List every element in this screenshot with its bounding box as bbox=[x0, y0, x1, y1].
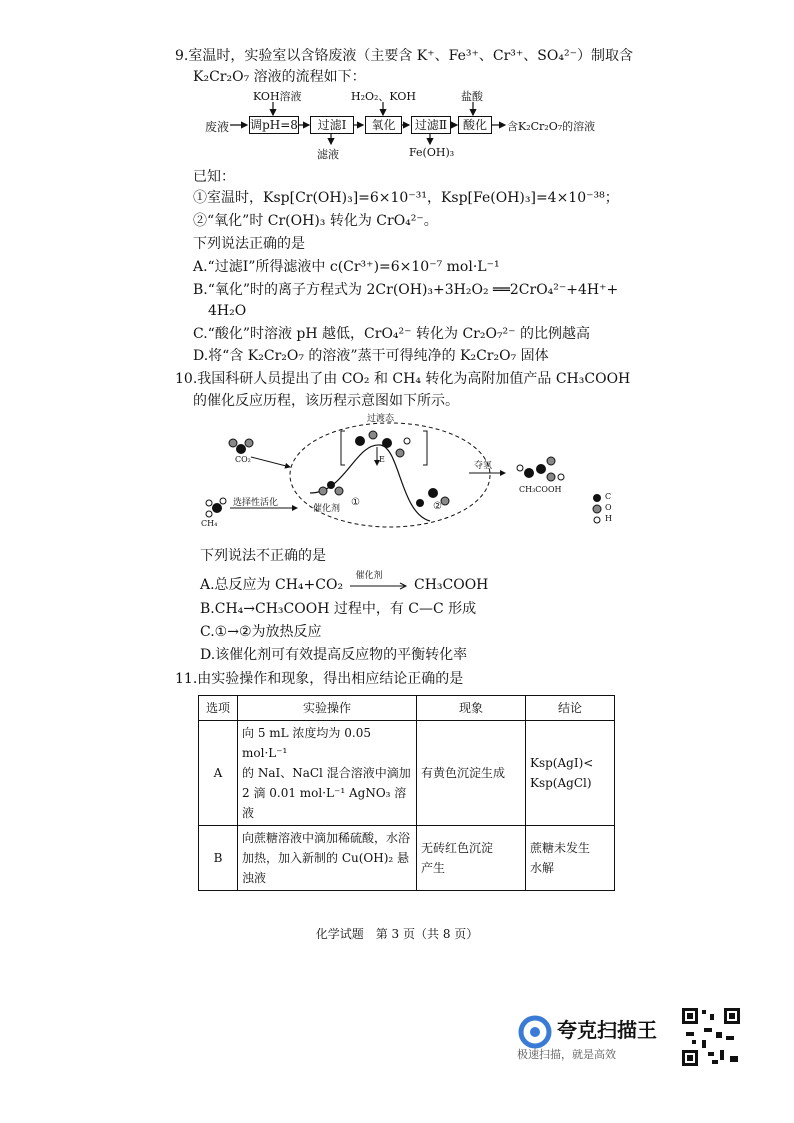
flow-s5-reagent: 盐酸 bbox=[461, 90, 483, 103]
table-row bbox=[199, 721, 615, 826]
concl-line: 蔗糖未发生 bbox=[530, 841, 591, 855]
row-b-conclusion bbox=[526, 826, 615, 891]
q10-a-product: CH₃COOH bbox=[413, 577, 489, 593]
legend-hydrogen: H bbox=[605, 514, 612, 523]
q9-question: 下列说法正确的是 bbox=[193, 236, 305, 252]
row-b-option: B bbox=[199, 826, 238, 891]
q9-line2: K₂Cr₂O₇ 溶液的流程如下： bbox=[193, 69, 366, 85]
brand-slogan: 极速扫描，就是高效 bbox=[517, 1048, 616, 1061]
step-2-label: ② bbox=[433, 501, 442, 512]
flow-step-filter-2: 过滤Ⅱ bbox=[411, 116, 451, 134]
selective-activation-label: 选择性活化 bbox=[233, 498, 279, 508]
legend-carbon: C bbox=[605, 492, 612, 501]
ch4-label: CH₄ bbox=[201, 519, 218, 528]
q9-known: 已知： bbox=[193, 169, 235, 185]
q9-known-1: ①室温时，Ksp[Cr(OH)₃]=6×10⁻³¹，Ksp[Fe(OH)₃]=4×10⁻³⁸； bbox=[193, 190, 619, 206]
catalyst-label: 催化剂 bbox=[313, 504, 341, 514]
op-line: 2 滴 0.01 mol·L⁻¹ AgNO₃ 溶液 bbox=[242, 786, 407, 820]
q10-option-a bbox=[200, 571, 489, 594]
step-1-label: ① bbox=[351, 497, 360, 508]
op-line: 浊液 bbox=[242, 871, 267, 885]
q10-question: 下列说法不正确的是 bbox=[200, 548, 326, 564]
row-a-option: A bbox=[199, 721, 238, 826]
q9-option-d: D.将“含 K₂Cr₂O₇ 的溶液”蒸干可得纯净的 K₂Cr₂O₇ 固体 bbox=[193, 348, 549, 364]
q11-options-table bbox=[198, 695, 615, 891]
legend-oxygen: O bbox=[605, 503, 612, 512]
table-row bbox=[199, 826, 615, 891]
q10-a-reactants: A.总反应为 CH₄+CO₂ bbox=[200, 577, 344, 593]
op-line: 向 5 mL 浓度均为 0.05 mol·L⁻¹ bbox=[242, 726, 371, 760]
reaction-arrow bbox=[348, 571, 410, 592]
flow-s1-reagent: KOH溶液 bbox=[253, 90, 302, 103]
row-b-phenomenon bbox=[417, 826, 526, 891]
flow-step-filter-1: 过滤Ⅰ bbox=[310, 116, 354, 134]
scanner-watermark bbox=[515, 1008, 745, 1068]
header-conclusion: 结论 bbox=[526, 696, 615, 721]
row-a-conclusion bbox=[526, 721, 615, 826]
op-line: 的 NaI、NaCl 混合溶液中滴加 bbox=[242, 766, 411, 780]
transition-state-label: 过渡态 bbox=[367, 414, 395, 424]
header-option: 选项 bbox=[199, 696, 238, 721]
table-header-row bbox=[199, 696, 615, 721]
reaction-pathway-svg bbox=[195, 413, 615, 538]
op-line: 向蔗糖溶液中滴加稀硫酸，水浴 bbox=[242, 831, 411, 845]
q9-option-c: C.“酸化”时溶液 pH 越低，CrO₄²⁻ 转化为 Cr₂O₇²⁻ 的比例越高 bbox=[193, 326, 591, 342]
product-label: CH₃COOH bbox=[519, 485, 562, 494]
phen-line: 产生 bbox=[421, 861, 446, 875]
q9-option-b: B.“氧化”时的离子方程式为 2Cr(OH)₃+3H₂O₂ ══2CrO₄²⁻+4H⁺+ bbox=[193, 282, 619, 298]
concl-line: Ksp(AgI)< bbox=[530, 756, 594, 770]
q10-option-d: D.该催化剂可有效提高反应物的平衡转化率 bbox=[200, 647, 468, 663]
q10-option-b: B.CH₄→CH₃COOH 过程中，有 C—C 形成 bbox=[200, 601, 477, 617]
op-line: 加热，加入新制的 Cu(OH)₂ 悬 bbox=[242, 851, 410, 865]
q9-option-a: A.“过滤Ⅰ”所得滤液中 c(Cr³⁺)=6×10⁻⁷ mol·L⁻¹ bbox=[193, 259, 500, 275]
header-phenomenon: 现象 bbox=[417, 696, 526, 721]
flow-step-adjust-ph: 调pH=8 bbox=[250, 118, 298, 132]
flow-step-oxidize: 氧化 bbox=[365, 116, 402, 134]
q10-option-c: C.①→②为放热反应 bbox=[200, 624, 322, 640]
flow-step-acidify: 酸化 bbox=[458, 116, 492, 134]
co2-label: CO₂ bbox=[235, 455, 251, 464]
page-footer: 化学试题 第 3 页（共 8 页） bbox=[315, 927, 479, 941]
q9-flowchart bbox=[205, 88, 605, 161]
q10-line1: 10.我国科研人员提出了由 CO₂ 和 CH₄ 转化为高附加值产品 CH₃COOH bbox=[175, 371, 631, 387]
phen-line: 无砖红色沉淀 bbox=[421, 841, 494, 855]
q9-option-b-cont: 4H₂O bbox=[208, 303, 247, 319]
row-a-phenomenon: 有黄色沉淀生成 bbox=[417, 721, 526, 826]
q9-known-2: ②“氧化”时 Cr(OH)₃ 转化为 CrO₄²⁻。 bbox=[193, 213, 438, 229]
reaction-condition: 催化剂 bbox=[355, 571, 383, 581]
concl-line: Ksp(AgCl) bbox=[530, 776, 592, 790]
energy-label: E bbox=[379, 455, 385, 464]
q11-line1: 11.由实验操作和现象，得出相应结论正确的是 bbox=[175, 671, 464, 687]
q10-reaction-diagram bbox=[195, 413, 615, 538]
row-b-operation bbox=[238, 826, 417, 891]
hydrogen-abstraction-label: 夺氢 bbox=[474, 461, 493, 471]
flow-s2-output: 滤液 bbox=[317, 148, 339, 161]
qr-code-icon bbox=[680, 1006, 742, 1068]
flow-s4-output: Fe(OH)₃ bbox=[409, 146, 455, 159]
q9-line1: 9.室温时，实验室以含铬废液（主要含 K⁺、Fe³⁺、Cr³⁺、SO₄²⁻）制取含 bbox=[175, 48, 633, 64]
concl-line: 水解 bbox=[530, 861, 555, 875]
brand-name: 夸克扫描王 bbox=[557, 1018, 657, 1042]
flow-end: 含K₂Cr₂O₇的溶液 bbox=[507, 120, 596, 133]
flow-s3-reagent: H₂O₂、KOH bbox=[351, 90, 416, 103]
q10-line2: 的催化反应历程，该历程示意图如下所示。 bbox=[193, 393, 459, 409]
row-a-operation bbox=[238, 721, 417, 826]
header-operation: 实验操作 bbox=[238, 696, 417, 721]
flow-start: 废液 bbox=[205, 120, 230, 134]
